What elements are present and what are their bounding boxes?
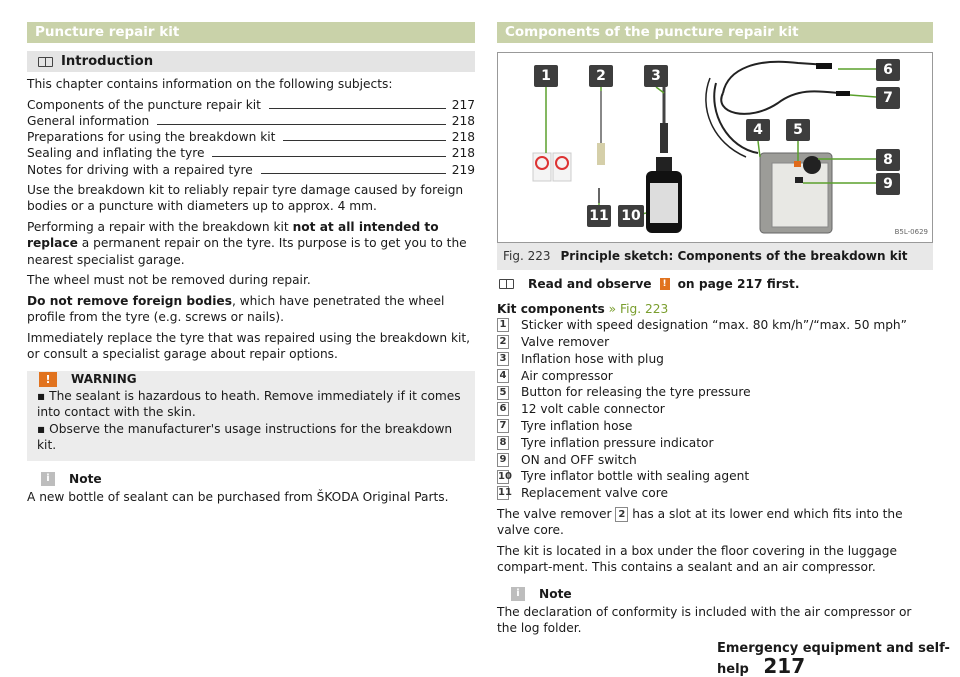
list-item: 1 Sticker with speed designation “max. 80 km/h”/“max. 50 mph” bbox=[497, 317, 933, 334]
figure-ref-link[interactable]: » Fig. 223 bbox=[608, 301, 669, 316]
figure-callout: 8 bbox=[876, 149, 900, 171]
warning-icon: ! bbox=[660, 278, 670, 290]
warning-box bbox=[27, 371, 475, 461]
book-icon bbox=[499, 279, 514, 289]
figure-callout: 6 bbox=[876, 59, 900, 81]
list-item: 6 12 volt cable connector bbox=[497, 401, 933, 418]
warning-item: ▪ Observe the manufacturer's usage instructions for the breakdown kit. bbox=[37, 421, 453, 453]
info-icon: i bbox=[41, 472, 55, 486]
paragraph: Do not remove foreign bodies, which have penetrated the wheel profile from the tyre (e.g. screws or nails). bbox=[27, 293, 445, 325]
warning-item: ▪ The sealant is hazardous to heath. Remove immediately if it comes into contact with the skin. bbox=[37, 388, 461, 420]
figure-code: B5L-0629 bbox=[894, 227, 928, 236]
intro-header bbox=[27, 51, 475, 72]
note-title: Note bbox=[69, 471, 102, 486]
note-text: A new bottle of sealant can be purchased from ŠKODA Original Parts. bbox=[27, 489, 449, 504]
note-header bbox=[497, 586, 933, 602]
components-list bbox=[497, 317, 933, 502]
figure-callout: 5 bbox=[786, 119, 810, 141]
page-number: 217 bbox=[763, 653, 806, 677]
note-text: The declaration of conformity is included with the air compressor or the log folder. bbox=[497, 604, 912, 636]
paragraph: Use the breakdown kit to reliably repair tyre damage caused by foreign bodies or a puncture with diameters up to approx. 4 mm. bbox=[27, 182, 464, 214]
right-column bbox=[497, 22, 933, 637]
figure-callout: 3 bbox=[644, 65, 668, 87]
page-footer bbox=[717, 641, 960, 677]
info-icon: i bbox=[511, 587, 525, 601]
list-item: 3 Inflation hose with plug bbox=[497, 351, 933, 368]
note-header bbox=[27, 471, 475, 487]
paragraph: The wheel must not be removed during repair. bbox=[27, 273, 311, 288]
figure-callout: 1 bbox=[534, 65, 558, 87]
figure-caption bbox=[497, 243, 933, 270]
section-title: Components of the puncture repair kit bbox=[497, 22, 933, 43]
footer-chapter: Emergency equipment and self-help bbox=[717, 641, 950, 677]
paragraph: The valve remover 2 has a slot at its lower end which fits into the valve core. bbox=[497, 506, 903, 538]
list-item: 8 Tyre inflation pressure indicator bbox=[497, 435, 933, 452]
left-column bbox=[27, 22, 475, 505]
intro-title: Introduction bbox=[61, 54, 154, 69]
book-icon bbox=[38, 57, 53, 67]
list-item: 7 Tyre inflation hose bbox=[497, 418, 933, 435]
repair-kit-illustration bbox=[498, 53, 933, 243]
kit-components-title: Kit components » Fig. 223 bbox=[497, 301, 669, 316]
figure-callout: 9 bbox=[876, 173, 900, 195]
toc-item[interactable]: General information 218 bbox=[27, 113, 475, 128]
list-item: 5 Button for releasing the tyre pressure bbox=[497, 384, 933, 401]
toc-item[interactable]: Preparations for using the breakdown kit 218 bbox=[27, 130, 475, 145]
figure-callout: 11 bbox=[587, 205, 611, 227]
figure-image bbox=[497, 52, 933, 243]
list-item: 4 Air compressor bbox=[497, 367, 933, 384]
figure-label: Fig. 223 bbox=[503, 249, 551, 263]
note-title: Note bbox=[539, 586, 572, 601]
warning-icon: ! bbox=[39, 372, 57, 387]
paragraph: The kit is located in a box under the floor covering in the luggage compart-ment. This contains a sealant and an air compressor. bbox=[497, 543, 898, 575]
list-item: 9 ON and OFF switch bbox=[497, 451, 933, 468]
component-ref: 2 bbox=[615, 507, 628, 522]
read-first-line: Read and observe ! on page 217 first. bbox=[497, 276, 933, 293]
list-item: 2 Valve remover bbox=[497, 334, 933, 351]
paragraph: Immediately replace the tyre that was repaired using the breakdown kit, or consult a specialist garage about repair options. bbox=[27, 330, 471, 362]
section-title: Puncture repair kit bbox=[27, 22, 475, 43]
figure-callout: 2 bbox=[589, 65, 613, 87]
toc-item[interactable]: Components of the puncture repair kit 217 bbox=[27, 97, 475, 112]
warning-title: WARNING bbox=[71, 372, 137, 387]
figure-callout: 10 bbox=[618, 205, 644, 227]
figure bbox=[497, 52, 933, 270]
list-item: 11 Replacement valve core bbox=[498, 486, 669, 501]
toc-item[interactable]: Notes for driving with a repaired tyre 219 bbox=[27, 162, 475, 177]
paragraph: Performing a repair with the breakdown kit not at all intended to replace a permanent repair on the tyre. Its purpose is to get you to the nearest specialist garage. bbox=[27, 219, 467, 267]
figure-callout: 7 bbox=[876, 87, 900, 109]
figure-callout: 4 bbox=[746, 119, 770, 141]
toc-list bbox=[27, 97, 475, 178]
list-item: 10 Tyre inflator bottle with sealing agent bbox=[498, 469, 750, 484]
intro-text: This chapter contains information on the following subjects: bbox=[27, 77, 393, 91]
toc-item[interactable]: Sealing and inflating the tyre 218 bbox=[27, 146, 475, 161]
figure-title: Principle sketch: Components of the breakdown kit bbox=[560, 249, 908, 263]
